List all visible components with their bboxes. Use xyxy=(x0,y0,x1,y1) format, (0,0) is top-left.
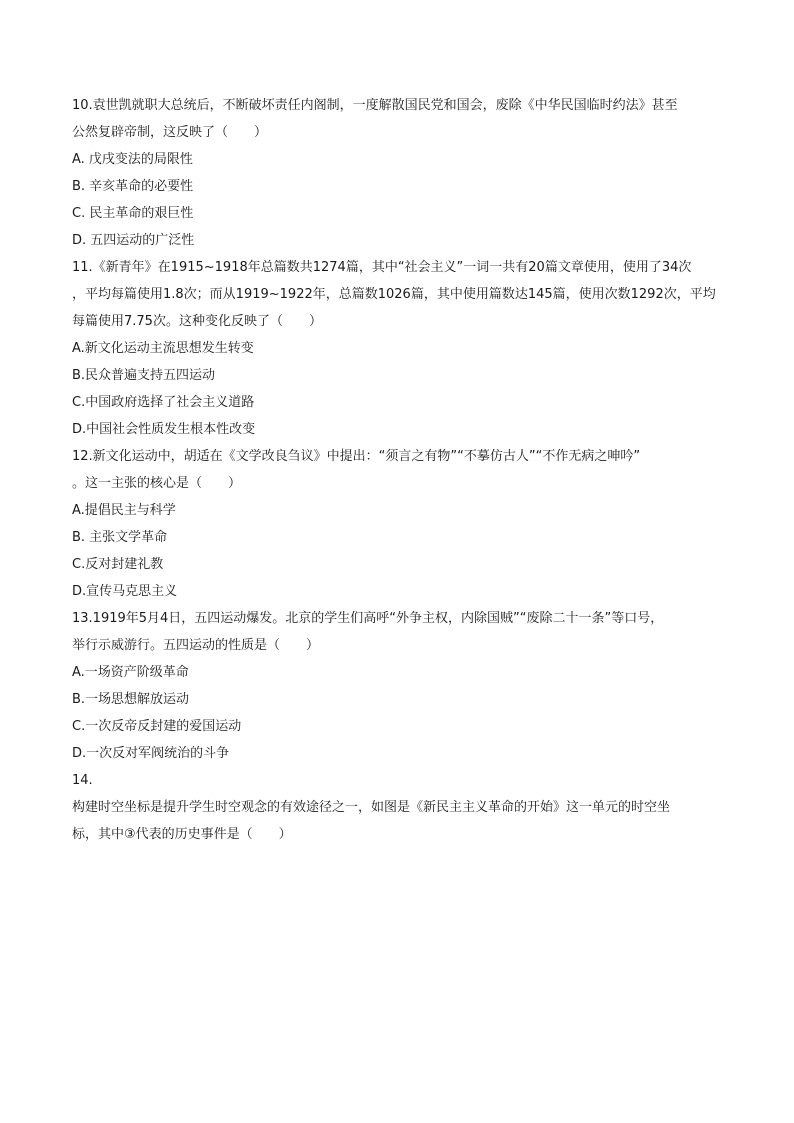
question-14 xyxy=(72,767,724,848)
answer-option-a: A.一场资产阶级革命 xyxy=(72,665,189,680)
question-stem-line: 10.袁世凯就职大总统后，不断破坏责任内阁制，一度解散国民党和国会，废除《中华民国临时约法》甚至 xyxy=(72,98,678,113)
answer-option-c: C. 民主革命的艰巨性 xyxy=(72,206,194,221)
answer-option-d: D.一次反对军阀统治的斗争 xyxy=(72,746,230,761)
question-13 xyxy=(72,605,724,767)
question-stem-line: 每篇使用7.75次。这种变化反映了（ ） xyxy=(72,314,322,329)
answer-option-d: D.宣传马克思主义 xyxy=(72,584,178,599)
answer-option-d: D.中国社会性质发生根本性改变 xyxy=(72,422,256,437)
answer-options xyxy=(72,497,724,605)
answer-option-c: C.一次反帝反封建的爱国运动 xyxy=(72,719,242,734)
question-12 xyxy=(72,443,724,605)
question-stem-line: ，平均每篇使用1.8次；而从1919~1922年，总篇数1026篇，其中使用篇数达145篇，使用次数1292次，平均 xyxy=(72,287,716,302)
question-stem-line: 。这一主张的核心是（ ） xyxy=(72,476,242,491)
question-stem-line: 构建时空坐标是提升学生时空观念的有效途径之一，如图是《新民主主义革命的开始》这一单元的时空坐 xyxy=(72,800,671,815)
question-stem-line: 14. xyxy=(72,773,93,788)
answer-options xyxy=(72,335,724,443)
question-10 xyxy=(72,92,724,254)
question-stem-line: 标，其中③代表的历史事件是（ ） xyxy=(72,827,292,842)
answer-option-a: A. 戊戌变法的局限性 xyxy=(72,152,193,167)
answer-option-c: C.反对封建礼教 xyxy=(72,557,164,572)
answer-option-a: A.提倡民主与科学 xyxy=(72,503,176,518)
question-stem-line: 公然复辟帝制，这反映了（ ） xyxy=(72,125,268,140)
answer-option-c: C.中国政府选择了社会主义道路 xyxy=(72,395,255,410)
question-stem-line: 11.《新青年》在1915~1918年总篇数共1274篇，其中“社会主义”一词一共有20篇文章使用，使用了34次 xyxy=(72,260,692,275)
answer-option-b: B. 辛亥革命的必要性 xyxy=(72,179,194,194)
answer-option-a: A.新文化运动主流思想发生转变 xyxy=(72,341,254,356)
document-page xyxy=(72,92,724,848)
answer-option-d: D. 五四运动的广泛性 xyxy=(72,233,195,248)
question-11 xyxy=(72,254,724,443)
answer-option-b: B.一场思想解放运动 xyxy=(72,692,190,707)
answer-options xyxy=(72,146,724,254)
answer-option-b: B. 主张文学革命 xyxy=(72,530,168,545)
answer-option-b: B.民众普遍支持五四运动 xyxy=(72,368,216,383)
question-stem-line: 12.新文化运动中，胡适在《文学改良刍议》中提出：“须言之有物”“不摹仿古人”“不作无病之呻吟” xyxy=(72,449,641,464)
question-stem-line: 13.1919年5月4日，五四运动爆发。北京的学生们高呼“外争主权，内除国贼”“废除二十一条”等口号， xyxy=(72,611,664,626)
question-stem-line: 举行示威游行。五四运动的性质是（ ） xyxy=(72,638,320,653)
answer-options xyxy=(72,659,724,767)
